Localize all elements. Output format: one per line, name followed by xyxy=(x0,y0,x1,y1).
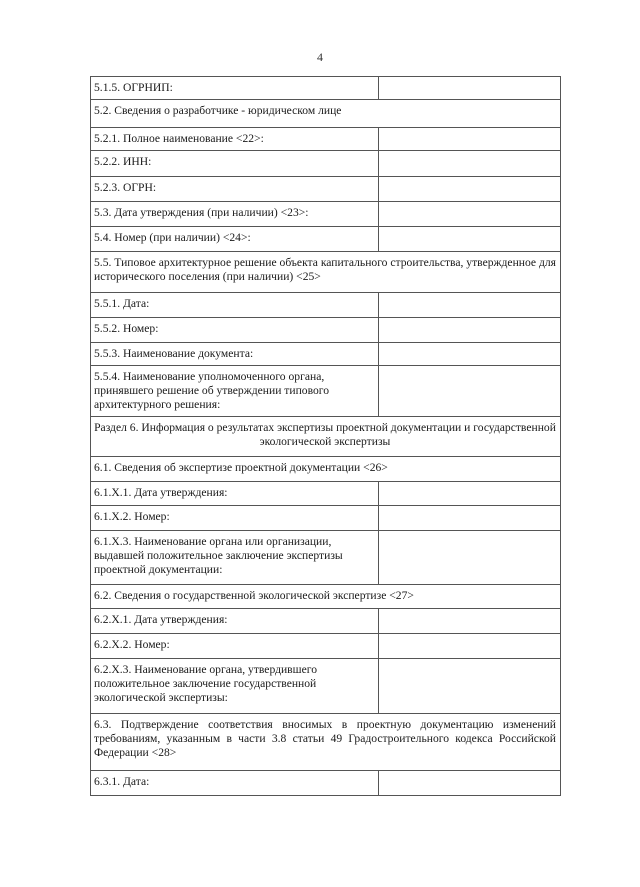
table-row xyxy=(91,366,561,417)
table-row xyxy=(91,252,561,293)
field-label: 5.1.5. ОГРНИП: xyxy=(91,77,379,100)
field-value-cell[interactable] xyxy=(379,609,561,634)
field-value-cell[interactable] xyxy=(379,227,561,252)
table-row xyxy=(91,202,561,227)
field-value-cell[interactable] xyxy=(379,128,561,151)
table-row xyxy=(91,714,561,771)
table-row xyxy=(91,457,561,482)
table-row xyxy=(91,417,561,457)
table-row xyxy=(91,227,561,252)
table-row xyxy=(91,151,561,177)
field-value-cell[interactable] xyxy=(379,318,561,343)
table-row xyxy=(91,585,561,609)
table-row xyxy=(91,771,561,796)
table-row xyxy=(91,506,561,531)
field-value-cell[interactable] xyxy=(379,771,561,796)
field-value-cell[interactable] xyxy=(379,506,561,531)
heading-label: 6.2. Сведения о государственной экологической экспертизе <27> xyxy=(91,585,561,609)
field-label: 6.1.Х.3. Наименование органа или организации, выдавшей положительное заключение экспертизы проектной документации: xyxy=(91,531,379,585)
section-title: Раздел 6. Информация о результатах экспертизы проектной документации и государственной экологической экспертизы xyxy=(91,417,561,457)
table-row xyxy=(91,77,561,100)
field-value-cell[interactable] xyxy=(379,343,561,366)
field-value-cell[interactable] xyxy=(379,482,561,506)
table-row xyxy=(91,659,561,714)
heading-label: 5.5. Типовое архитектурное решение объекта капитального строительства, утвержденное для исторического поселения (при наличии) <25> xyxy=(91,252,561,293)
table-row xyxy=(91,531,561,585)
table-row xyxy=(91,177,561,202)
page-number: 4 xyxy=(317,50,323,64)
field-label: 5.3. Дата утверждения (при наличии) <23>: xyxy=(91,202,379,227)
field-label: 5.2.2. ИНН: xyxy=(91,151,379,177)
table-row xyxy=(91,318,561,343)
field-value-cell[interactable] xyxy=(379,531,561,585)
field-value-cell[interactable] xyxy=(379,634,561,659)
field-label: 5.5.2. Номер: xyxy=(91,318,379,343)
field-label: 5.5.1. Дата: xyxy=(91,293,379,318)
field-value-cell[interactable] xyxy=(379,659,561,714)
field-label: 5.5.3. Наименование документа: xyxy=(91,343,379,366)
field-label: 6.1.Х.2. Номер: xyxy=(91,506,379,531)
field-label: 5.2.1. Полное наименование <22>: xyxy=(91,128,379,151)
field-value-cell[interactable] xyxy=(379,202,561,227)
heading-label: 6.3. Подтверждение соответствия вносимых в проектную документацию изменений требованиям, указанным в части 3.8 статьи 49 Градостроительного кодекса Российской Федерации <28> xyxy=(91,714,561,771)
form-table xyxy=(90,76,561,796)
field-value-cell[interactable] xyxy=(379,366,561,417)
table-row xyxy=(91,609,561,634)
field-label: 5.5.4. Наименование уполномоченного органа, принявшего решение об утверждении типового архитектурного решения: xyxy=(91,366,379,417)
field-value-cell[interactable] xyxy=(379,293,561,318)
field-label: 5.4. Номер (при наличии) <24>: xyxy=(91,227,379,252)
heading-label: 6.1. Сведения об экспертизе проектной документации <26> xyxy=(91,457,561,482)
field-label: 5.2.3. ОГРН: xyxy=(91,177,379,202)
field-label: 6.2.Х.1. Дата утверждения: xyxy=(91,609,379,634)
field-label: 6.1.Х.1. Дата утверждения: xyxy=(91,482,379,506)
field-label: 6.2.Х.3. Наименование органа, утвердившего положительное заключение государственной экологической экспертизы: xyxy=(91,659,379,714)
table-row xyxy=(91,100,561,128)
table-row xyxy=(91,128,561,151)
table-row xyxy=(91,482,561,506)
table-row xyxy=(91,293,561,318)
field-label: 6.2.Х.2. Номер: xyxy=(91,634,379,659)
table-row xyxy=(91,634,561,659)
field-value-cell[interactable] xyxy=(379,151,561,177)
field-value-cell[interactable] xyxy=(379,177,561,202)
field-label: 6.3.1. Дата: xyxy=(91,771,379,796)
heading-label: 5.2. Сведения о разработчике - юридическом лице xyxy=(91,100,561,128)
table-row xyxy=(91,343,561,366)
field-value-cell[interactable] xyxy=(379,77,561,100)
